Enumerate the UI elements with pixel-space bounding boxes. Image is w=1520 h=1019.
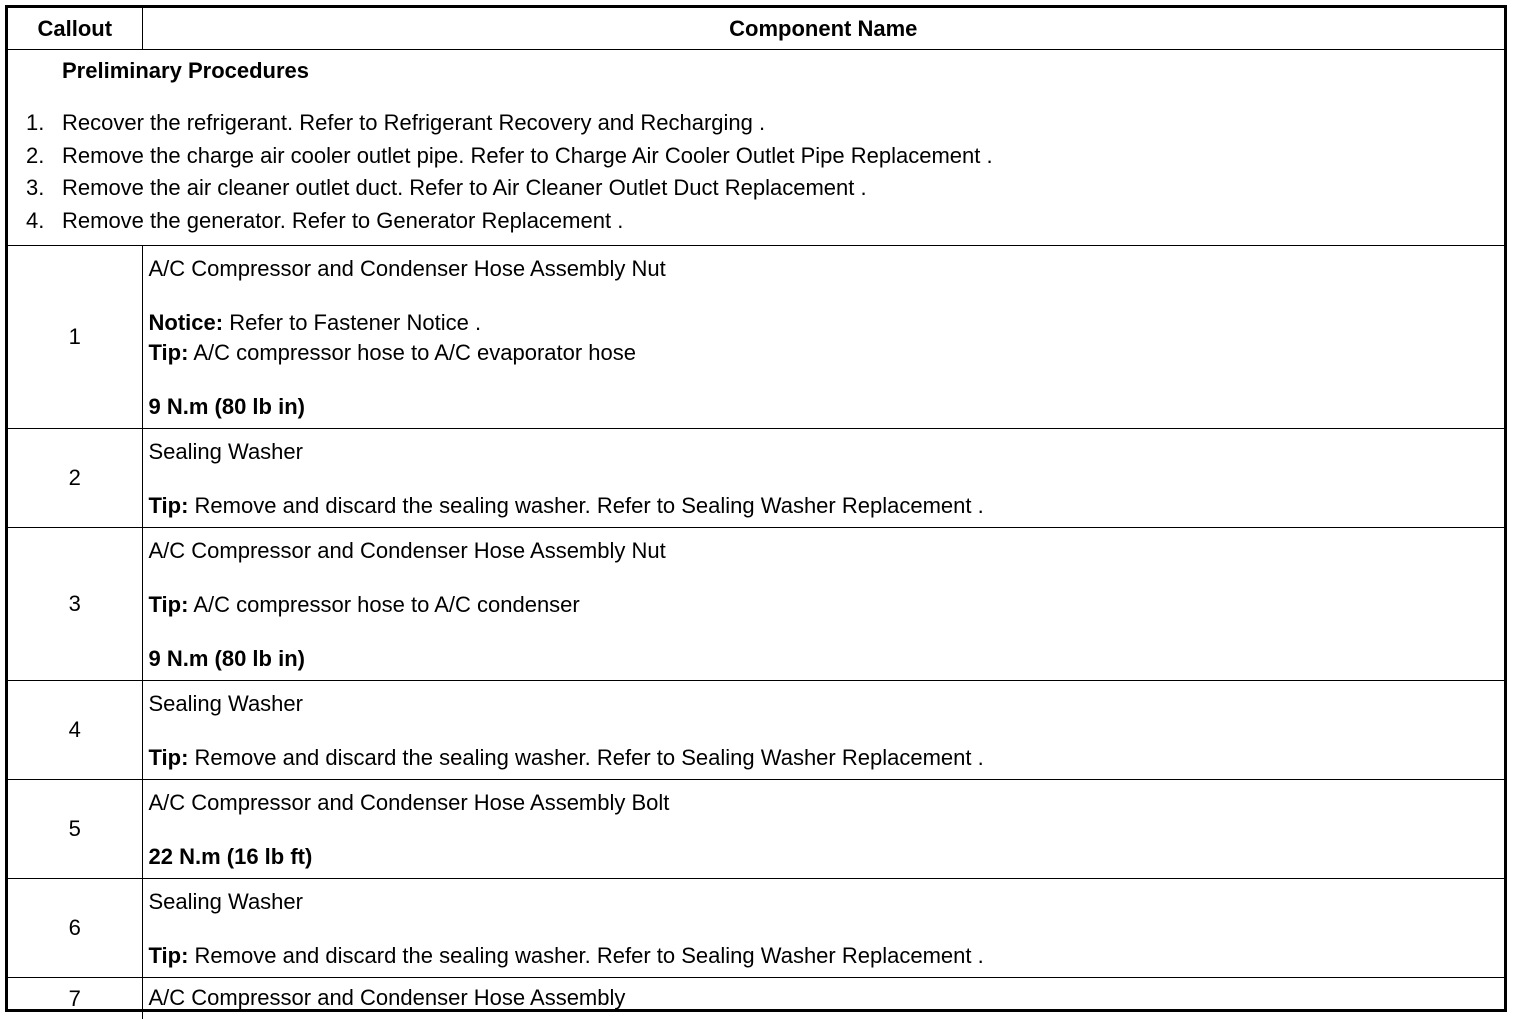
tip-label: Tip:	[149, 493, 189, 518]
preliminary-title: Preliminary Procedures	[26, 58, 1504, 84]
procedure-table-frame	[5, 5, 1507, 1012]
component-cell	[142, 246, 1504, 429]
preliminary-step	[26, 206, 1504, 239]
step-number: 4.	[26, 206, 62, 236]
component-name-header: Component Name	[142, 8, 1504, 50]
notice-text: Refer to Fastener Notice .	[229, 310, 481, 335]
step-number: 2.	[26, 141, 62, 171]
notice-line	[149, 308, 1499, 338]
component-cell	[142, 681, 1504, 780]
torque-spec	[149, 392, 1499, 422]
step-text: Remove the generator. Refer to Generator Replacement .	[62, 208, 623, 233]
header-row	[8, 8, 1504, 50]
callout-number: 7	[8, 978, 142, 1019]
component-name: A/C Compressor and Condenser Hose Assembly Bolt	[149, 788, 1499, 818]
tip-label: Tip:	[149, 340, 189, 365]
component-cell	[142, 429, 1504, 528]
tip-text: Remove and discard the sealing washer. Refer to Sealing Washer Replacement .	[195, 493, 984, 518]
component-name: Sealing Washer	[149, 689, 1499, 719]
callout-number: 5	[8, 780, 142, 879]
torque-value: 22 N.m (16 lb ft)	[149, 844, 313, 869]
preliminary-steps	[26, 108, 1504, 238]
component-cell	[142, 528, 1504, 681]
preliminary-step	[26, 173, 1504, 206]
callout-number: 2	[8, 429, 142, 528]
callout-header: Callout	[8, 8, 142, 50]
callout-number: 3	[8, 528, 142, 681]
tip-text: Remove and discard the sealing washer. Refer to Sealing Washer Replacement .	[195, 943, 984, 968]
torque-spec	[149, 842, 1499, 872]
step-number: 3.	[26, 173, 62, 203]
tip-label: Tip:	[149, 592, 189, 617]
tip-label: Tip:	[149, 745, 189, 770]
component-cell	[142, 879, 1504, 978]
component-name: Sealing Washer	[149, 437, 1499, 467]
component-name: Sealing Washer	[149, 887, 1499, 917]
tip-line	[149, 743, 1499, 773]
callout-number: 6	[8, 879, 142, 978]
procedure-table	[8, 8, 1504, 1019]
tip-line	[149, 491, 1499, 521]
tip-text: A/C compressor hose to A/C evaporator hose	[193, 340, 636, 365]
table-row	[8, 429, 1504, 528]
component-name: A/C Compressor and Condenser Hose Assembly	[149, 983, 1499, 1013]
step-number: 1.	[26, 108, 62, 138]
preliminary-step	[26, 141, 1504, 174]
torque-value: 9 N.m (80 lb in)	[149, 394, 305, 419]
tip-label: Tip:	[149, 943, 189, 968]
table-row	[8, 528, 1504, 681]
tip-text: A/C compressor hose to A/C condenser	[193, 592, 579, 617]
tip-line	[149, 590, 1499, 620]
table-row	[8, 780, 1504, 879]
component-name: A/C Compressor and Condenser Hose Assembly Nut	[149, 254, 1499, 284]
table-row	[8, 879, 1504, 978]
table-row	[8, 681, 1504, 780]
component-name: A/C Compressor and Condenser Hose Assembly Nut	[149, 536, 1499, 566]
torque-spec	[149, 644, 1499, 674]
preliminary-step	[26, 108, 1504, 141]
tip-line	[149, 941, 1499, 971]
torque-value: 9 N.m (80 lb in)	[149, 646, 305, 671]
callout-number: 4	[8, 681, 142, 780]
component-cell	[142, 780, 1504, 879]
preliminary-procedures	[8, 50, 1504, 246]
step-text: Recover the refrigerant. Refer to Refrigerant Recovery and Recharging .	[62, 110, 765, 135]
step-text: Remove the charge air cooler outlet pipe. Refer to Charge Air Cooler Outlet Pipe Replacement .	[62, 143, 993, 168]
callout-number: 1	[8, 246, 142, 429]
preliminary-row	[8, 50, 1504, 246]
notice-label: Notice:	[149, 310, 224, 335]
table-row	[8, 246, 1504, 429]
step-text: Remove the air cleaner outlet duct. Refer to Air Cleaner Outlet Duct Replacement .	[62, 175, 867, 200]
table-row	[8, 978, 1504, 1019]
tip-text: Remove and discard the sealing washer. Refer to Sealing Washer Replacement .	[195, 745, 984, 770]
component-cell	[142, 978, 1504, 1019]
tip-line	[149, 338, 1499, 368]
